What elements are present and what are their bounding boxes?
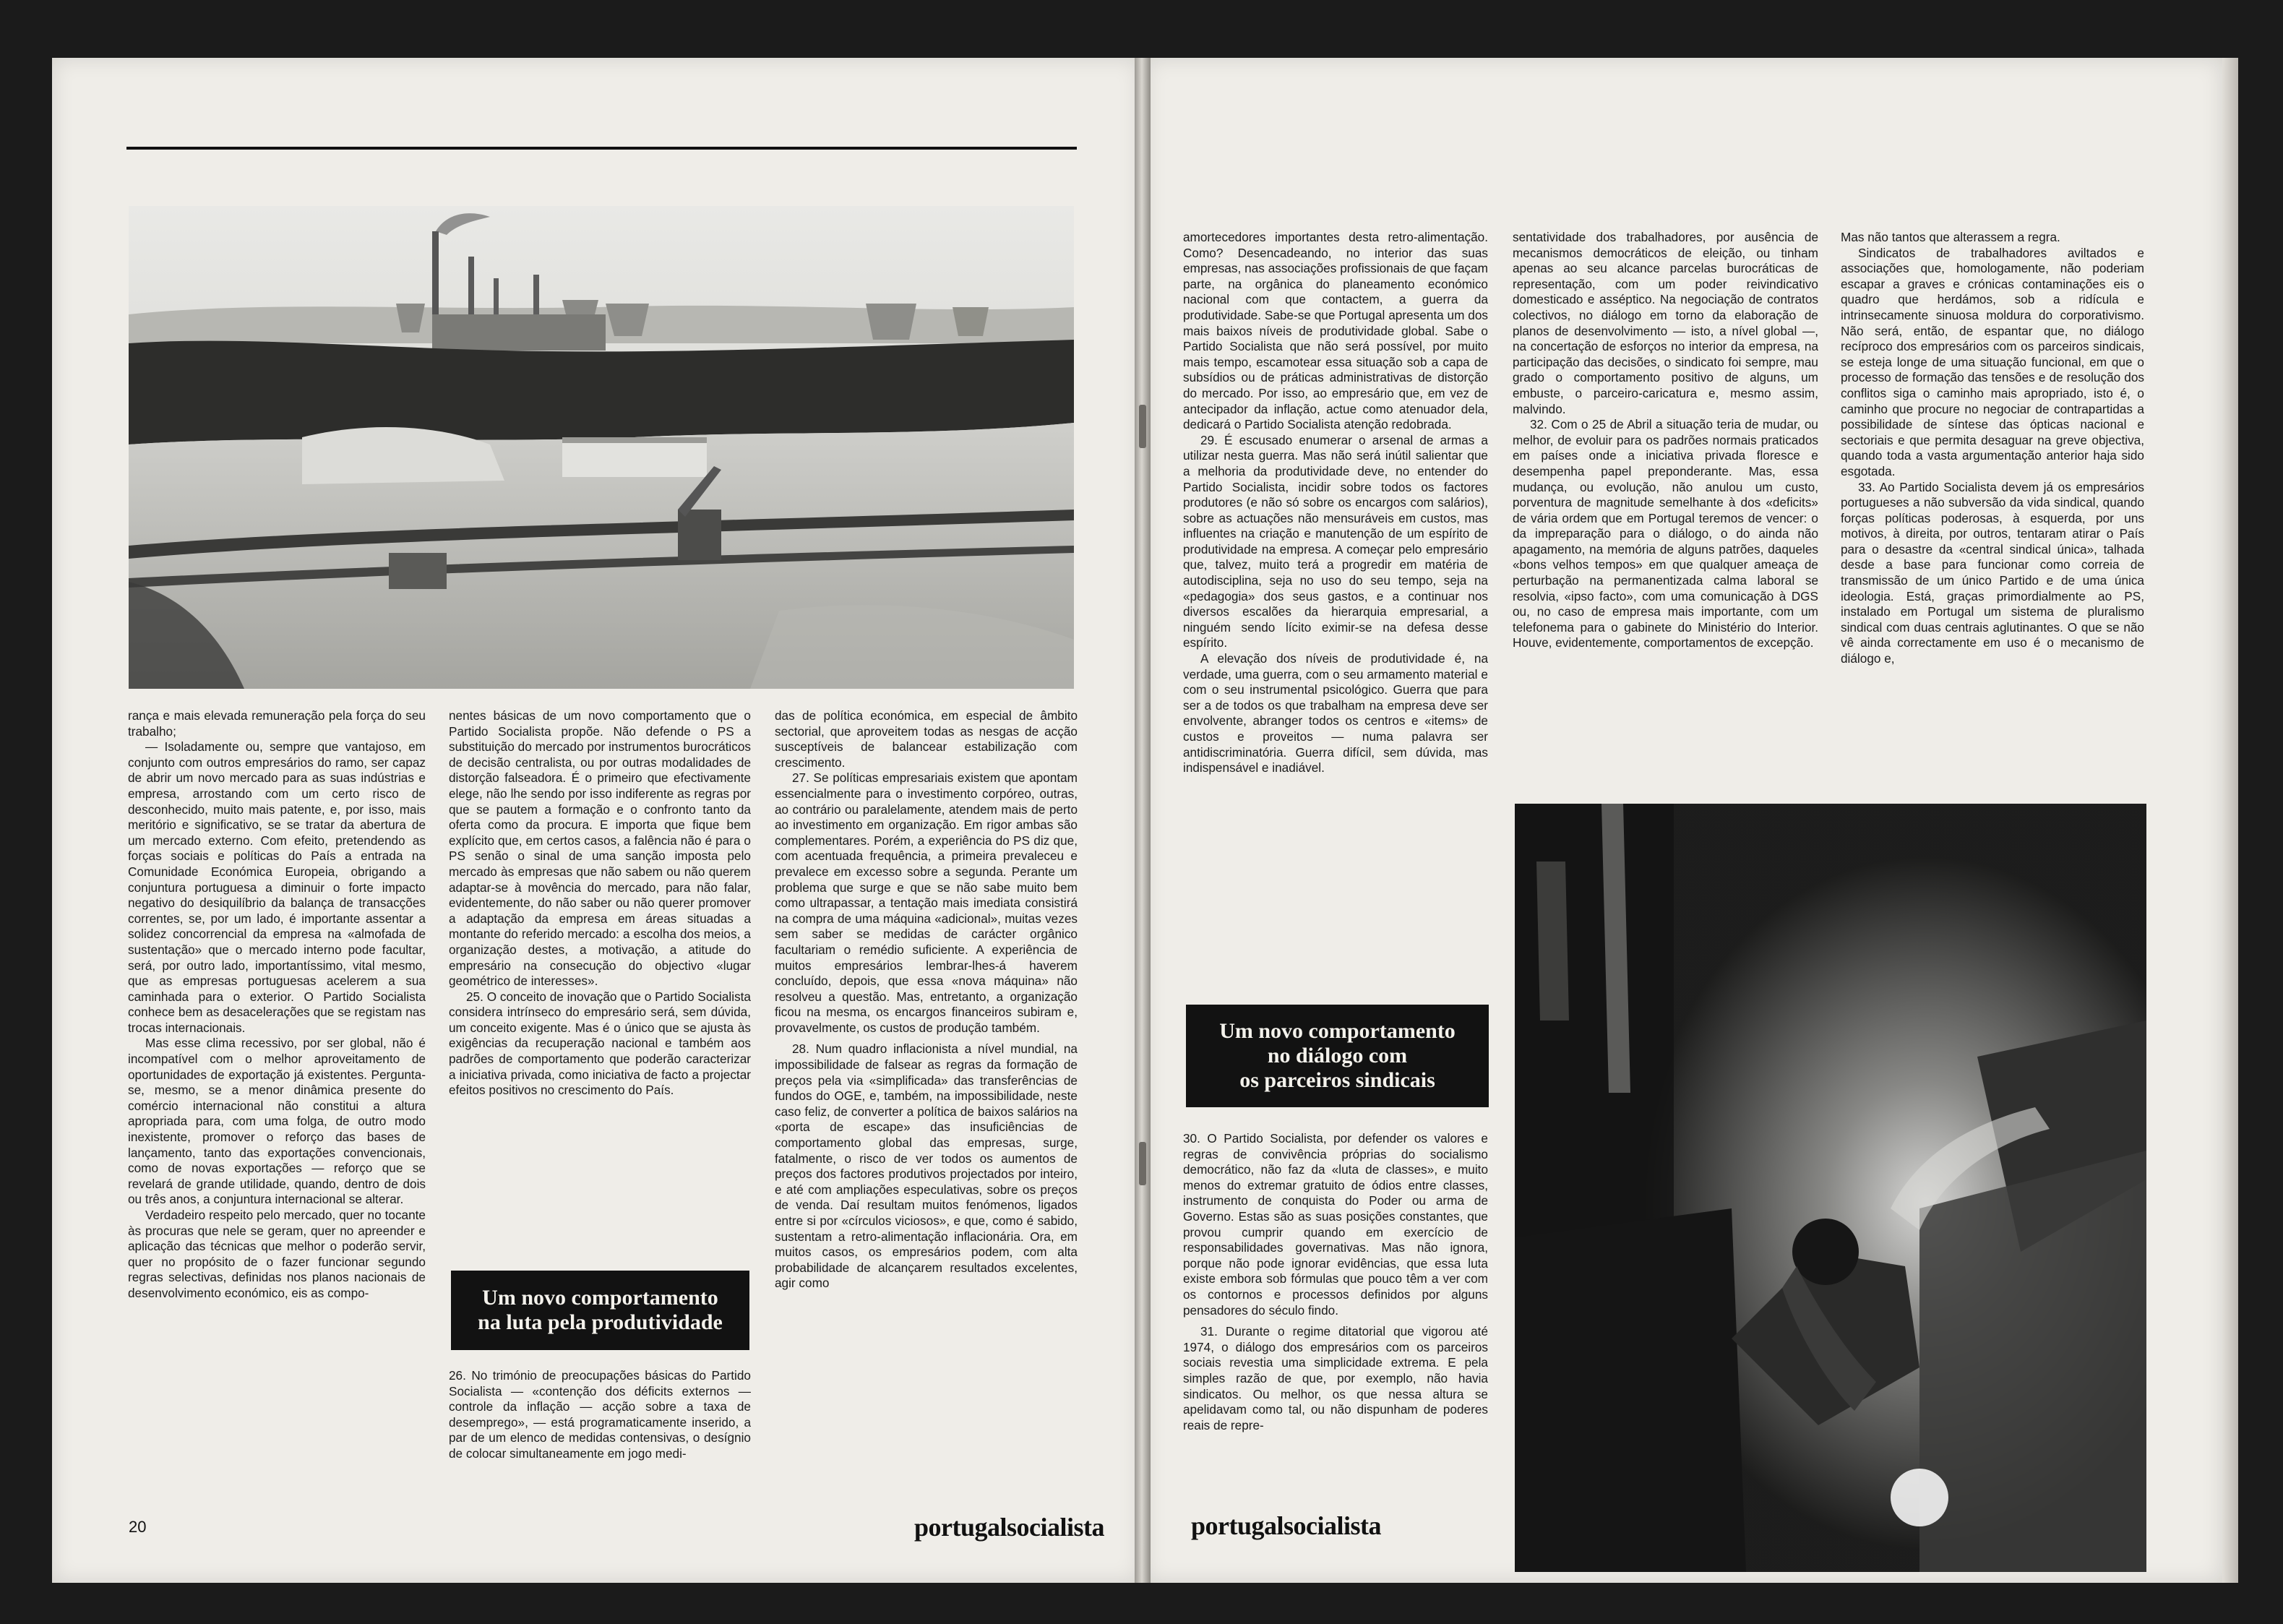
paragraph: 28. Num quadro inflacionista a nível mundial, na impossibilidade de falsear as regras da formação de preços pela via «simplificada» das transferências de fundos do OGE, e, também, na impossibilidade, neste caso feliz, de converter a política de baixos salários na «porta de escape» das insuficiências de comportamento global das empresas, surge, fatalmente, o risco de ver todos os aumentos de preços dos factores produtivos projectados por inteiro, e até com ampliações especulativas, sobre os preços de venda. Daí resultam muitos fenómenos, ligados entre si por «círculos viciosos», e que, como é sabido, sustentam a retro-alimentação inflacionária. Ora, em muitos casos, os empresários podem, com alta probabilidade de alcançarem resultados excelentes, agir como xyxy=(775,1041,1078,1291)
staple xyxy=(1139,405,1146,448)
paragraph: Sindicatos de trabalhadores aviltados e associações que, homologamente, não poderiam escapar a graves e crónicas contaminações eis o quadro que herdámos, sob a ridícula e intrinsecamente sinuosa moldura do corporativismo. Não será, então, de espantar que, no diálogo recíproco dos empresários com os parceiros sindicais, se esteja longe de uma situação funcional, em que o processo de formação das tensões e de resolução dos conflitos siga o caminho mais apropriado, isto é, o caminho que procure no negociar de contrapartidas a possibilidade de síntese das ópticas nacional e sectoriais e que permita desaguar na greve objectiva, quando toda a vasta argumentação anterior haja sido esgotada. xyxy=(1841,245,2144,478)
masthead: portugalsocialista xyxy=(1191,1511,1382,1540)
right-column-1-continued xyxy=(1183,1131,1488,1503)
paragraph: — Isoladamente ou, sempre que vantajoso, em conjunto com outros empresários do ramo, ser capaz de abrir um novo mercado para as suas indústrias e empresa, arrostando com um certo risco de desconhecido, muito mais patente, e, por isso, mais meritório e significativo, se se tratar da abertura de um mercado externo. Com efeito, pretendendo as forças sociais e políticas do País a entrada na Comunidade Económica Europeia, obrigando a conjuntura portuguesa a diminuir o forte impacto negativo do desiquilíbrio da balança de transacções correntes, se, por um lado, é importante assentar a solidez concorrencial da empresa na «almofada de sustentação» que o mercado interno pode facultar, será, por outro lado, importantíssimo, vital mesmo, que as empresas portuguesas acelerem a sua caminhada para o exterior. O Partido Socialista conhece bem as desacelerações que se registam nas trocas internacionais. xyxy=(128,739,426,1035)
top-rule xyxy=(126,147,1077,150)
paragraph: A elevação dos níveis de produtividade é, na verdade, uma guerra, com o seu armamento material e com o seu instrumental psicológico. Guerra que para ser a de todos os que trabalham na empresa deve ser envolvente, abranger todos os centros e «items» de custos e proveitos — numa palavra ser antidiscriminatória. Guerra difícil, sem dúvida, mas indispensável e inadiável. xyxy=(1183,651,1488,776)
left-column-3 xyxy=(775,708,1078,1503)
paragraph: amortecedores importantes desta retro-alimentação. Como? Desencadeando, no interior das suas empresas, nas associações profissionais de que façam parte, na orgânica do planeamento económico nacional com que contactem, a guerra da produtividade. Sabe-se que Portugal apresenta um dos mais baixos níveis de produtividade global. Sabe o Partido Socialista que não será possível, por muito mais tempo, escamotear essa situação sob a capa de subsídios ou de práticas administrativas de distorção do mercado. Por isso, ao empresário que, em vez de antecipador da inflação, actue como atenuador dela, dedicará o Partido Socialista atenção redobrada. xyxy=(1183,230,1488,432)
masthead: portugalsocialista xyxy=(914,1513,1105,1542)
paragraph: sentatividade dos trabalhadores, por ausência de mecanismos democráticos de eleição, ou tinham apenas ao seu alcance parcelas burocráticas de representação, com um poder reivindicativo domesticado e asséptico. Na negociação de contratos colectivos, no diálogo em torno da elaboração de planos de desenvolvimento — isto, a nível global —, na concertação de esforços no interior da empresa, na participação das decisões, o sindicato foi sempre, mau grado o comportamento positivo de alguns, um embuste, o parceiro-caricatura e, mesmo assim, malvindo. xyxy=(1513,230,1818,416)
right-column-3 xyxy=(1841,230,2144,790)
welder-image xyxy=(1515,804,2146,1572)
paragraph: 32. Com o 25 de Abril a situação teria de mudar, ou melhor, de evoluir para os padrões normais praticados em países onde a iniciativa privada floresce e desempenha papel preponderante. Mas, essa mudança, ou evolução, não anulou um custo, porventura de magnitude semelhante à dos «deficits» de vária ordem que em Portugal teremos de vencer: o da impreparação para o diálogo, o do ainda não apagamento, na memória de alguns patrões, daqueles «bons velhos tempos» em que qualquer ameaça de perturbação na permanentizada calma laboral se resolvia, «ipso facto», com uma comunicação à DGS ou, no caso de empresa mais importante, com um telefonema para o gabinete do Ministério do Interior. Houve, evidentemente, comportamentos de excepção. xyxy=(1513,417,1818,650)
right-column-2 xyxy=(1513,230,1818,790)
industrial-plant-image xyxy=(129,206,1074,689)
page-edge xyxy=(2222,58,2238,1583)
paragraph: 30. O Partido Socialista, por defender os valores e regras de convivência próprias do socialismo democrático, não faz da «luta de classes», e muito menos do extremar gratuito de ódios entre classes, instrumento de conquista do Poder ou arma de Governo. Estas são as suas posições constantes, que provou cumprir quando em exercício de responsabilidades governativas. Mas não ignora, porque não pode ignorar evidências, que essa luta existe embora sob fórmulas que pouco têm a ver com os contornos e processos definidos por alguns pensadores do século findo. xyxy=(1183,1131,1488,1318)
section-heading xyxy=(451,1271,749,1350)
staple xyxy=(1139,1142,1146,1185)
paragraph: Mas não tantos que alterassem a regra. xyxy=(1841,230,2060,244)
paragraph: 25. O conceito de inovação que o Partido Socialista considera intrínseco do empresário será, sem dúvida, um conceito exigente. Mas é o único que se ajusta às exigências da recuperação nacional e também aos padrões de comportamento que poderão caracterizar a iniciativa privada, como iniciativa de facto a projectar efeitos positivos no crescimento do País. xyxy=(449,989,751,1098)
left-column-2 xyxy=(449,708,751,1265)
paragraph: das de política económica, em especial de âmbito sectorial, que aproveitem todas as nesgas de acção susceptíveis de balancear estabilização com crescimento. xyxy=(775,708,1078,770)
paragraph: rança e mais elevada remuneração pela força do seu trabalho; xyxy=(128,708,426,739)
paragraph: 26. No trimónio de preocupações básicas do Partido Socialista — «contenção dos déficits externos — controle da inflação — acção sobre a taxa de desemprego», — está programaticamente inserido, a par de um elenco de medidas contensivas, o desígnio de colocar simultaneamente em jogo medi- xyxy=(449,1368,751,1461)
paragraph: 29. É escusado enumerar o arsenal de armas a utilizar nesta guerra. Mas não será inútil salientar que a melhoria da produtividade deve, no entender do Partido Socialista, incidir sobre todos os factores produtores (e não só sobre os encargos com salários), sobre as actuações não mensuráveis em custos, mas influentes na criação e manutenção de um espírito de produtividade na empresa. A começar pelo empresário que, talvez, muito terá a progredir em matéria de autodisciplina, seja no uso do seu tempo, seja na «pedagogia» dos seus gastos, e a continuar nos diversos escalões da hierarquia empresarial, a ninguém sendo lícito eximir-se na defesa desse espírito. xyxy=(1183,432,1488,650)
welder-photo xyxy=(1515,804,2146,1572)
binding-gutter xyxy=(1135,58,1151,1583)
left-column-1 xyxy=(128,708,426,1503)
paragraph: 27. Se políticas empresariais existem que apontam essencialmente para o investimento corpóreo, outras, ao contrário ou paralelamente, atendem mais de perto ao investimento em organização. Em rigor ambas são complementares. Porém, a experiência do PS diz que, com acentuada frequência, a primeira prevaleceu e prevalece em excesso sobre a segunda. Perante um problema que surge e que se não sabe muito bem como ultrapassar, a tentação mais imediata consistirá na compra de uma máquina «adicional», muitas vezes sem saber se medidas de carácter orgânico facultariam o remédio suficiente. A experiência de muitos empresários lembrar-lhes-á haverem concluído, depois, que essa «nova máquina» não resolveu a questão. Mas, entretanto, a organização ficou na mesma, os encargos financeiros subiram e, provavelmente, os custos de produção também. xyxy=(775,770,1078,1035)
paragraph: 33. Ao Partido Socialista devem já os empresários portugueses a não subversão da vida sindical, quando forças políticas poderosas, à esquerda, por uns motivos, à direita, por outros, tentaram atirar o País para o desastre da «central sindical única», talhada desde a base para funcionar como correia de transmissão de um único Partido e de uma única ideologia. Está, graças primordialmente ao PS, instalado em Portugal um sistema de pluralismo sindical com duas centrais aglutinantes. O que se não vê ainda correctamente em uso é o mecanismo de diálogo e, xyxy=(1841,479,2144,666)
paragraph: Mas esse clima recessivo, por ser global, não é incompatível com o melhor aproveitamento de oportunidades de exportação já existentes. Pergunta-se, mesmo, se a menor dinâmica presente do comércio internacional não constitui a altura apropriada para, com uma folga, de outro modo inexistente, promover o reforço das bases de lançamento, tanto das exportações convencionais, como de novas exportações — reforço que se revelará de grande utilidade, quando, dentro de dois ou três anos, a conjuntura internacional se alterar. xyxy=(128,1036,426,1207)
right-column-1 xyxy=(1183,230,1488,981)
paragraph: nentes básicas de um novo comportamento que o Partido Socialista propõe. Não defende o PS a substituição do mercado por instrumentos burocráticos de decisão centralista, ou por outras modalidades de distorção falseadora. É o primeiro que efectivamente elege, não lhe sendo por isso indiferente as regras por que se pautem a formação e o confronto tanto da oferta como da procura. E importa que fique bem explícito que, em certos casos, a falência não é para o PS senão o sinal de uma sanção imposta pelo mercado às empresas que não sabem ou não querem adaptar-se à movência do mercado, para não falar, evidentemente, do não saber ou não querer promover a adaptação da empresa em áreas situadas a montante do referido mercado: a escolha dos meios, a organização destes, a motivação, a atitude do empresário na consecução do objectivo «lugar geométrico de interesses». xyxy=(449,708,751,989)
paragraph: Verdadeiro respeito pelo mercado, quer no tocante às procuras que nele se geram, quer no apreender e aplicação das técnicas que melhor o poderão servir, quer no propósito de o fazer funcionar segundo regras selectivas, definidas nos planos nacionais de desenvolvimento económico, eis as compo- xyxy=(128,1208,426,1300)
section-heading xyxy=(1186,1005,1489,1107)
page-number: 20 xyxy=(129,1518,147,1536)
left-column-2-continued xyxy=(449,1368,751,1505)
industrial-plant-photo xyxy=(129,206,1074,689)
section-heading-text: Um novo comportamento na luta pela produtividade xyxy=(478,1286,723,1334)
section-heading-text: Um novo comportamento no diálogo com os parceiros sindicais xyxy=(1219,1019,1456,1092)
paragraph: 31. Durante o regime ditatorial que vigorou até 1974, o diálogo dos empresários com os parceiros sociais revestia uma simplicidade extrema. E pela simples razão de que, por exemplo, não havia sindicatos. Ou melhor, os que nessa altura se apelidavam como tal, ou não dispunham de poderes reais de repre- xyxy=(1183,1324,1488,1432)
